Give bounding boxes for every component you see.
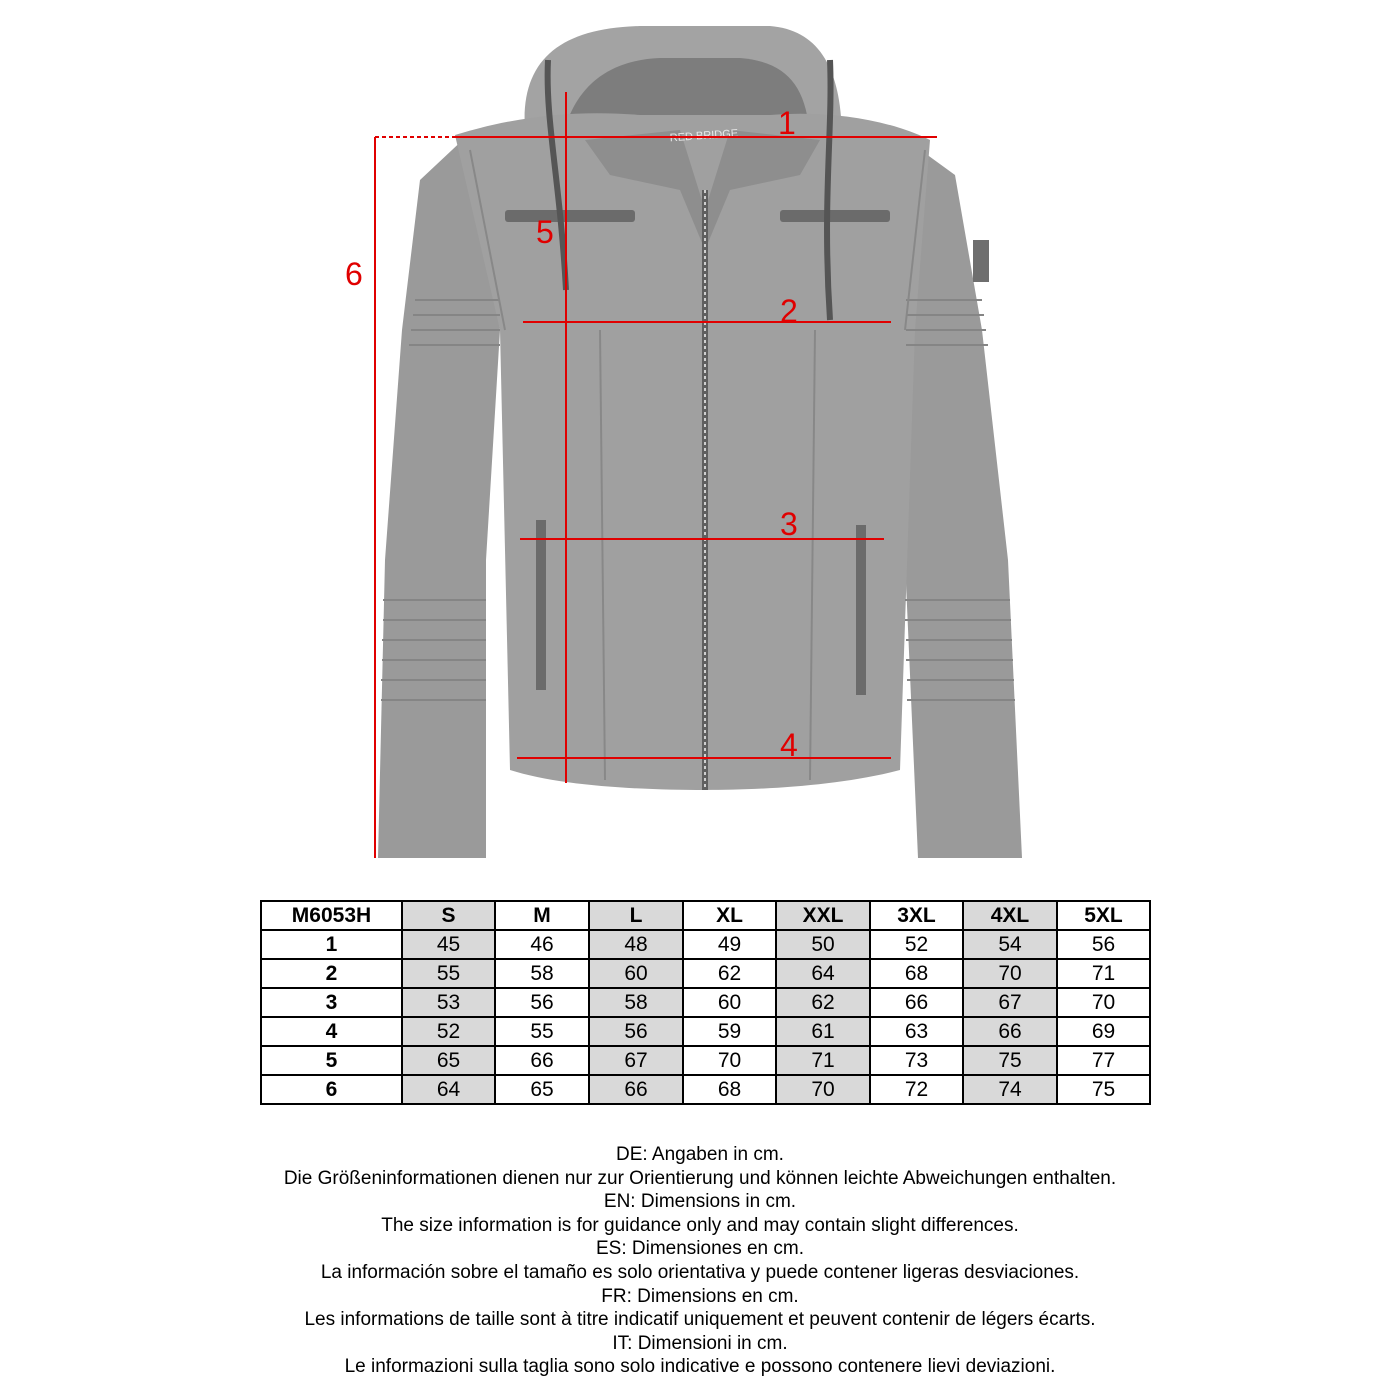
measure-label-1: 1 <box>778 105 796 141</box>
table-cell: 73 <box>870 1046 963 1075</box>
table-cell: 54 <box>963 930 1057 959</box>
table-cell: 74 <box>963 1075 1057 1104</box>
table-cell: 65 <box>495 1075 589 1104</box>
size-header: 4XL <box>963 901 1057 930</box>
table-cell: 53 <box>402 988 495 1017</box>
table-cell: 71 <box>776 1046 870 1075</box>
measure-label-5: 5 <box>536 214 554 250</box>
table-cell: 64 <box>402 1075 495 1104</box>
table-row <box>261 930 1150 959</box>
table-cell: 60 <box>683 988 776 1017</box>
table-cell: 75 <box>963 1046 1057 1075</box>
table-cell: 66 <box>870 988 963 1017</box>
table-row <box>261 1075 1150 1104</box>
size-header: S <box>402 901 495 930</box>
lang-code-en: EN: <box>603 1191 636 1213</box>
size-header-row <box>261 901 1150 930</box>
jacket-brand-text: RED BRIDGE <box>669 127 739 145</box>
note-fr-text: Les informations de taille sont à titre indicatif uniquement et peuvent contenir de légers écarts. <box>304 1309 1096 1331</box>
table-row <box>261 1046 1150 1075</box>
table-cell: 61 <box>776 1017 870 1046</box>
row-label: 6 <box>261 1075 402 1104</box>
table-cell: 49 <box>683 930 776 959</box>
size-header: L <box>589 901 683 930</box>
table-cell: 64 <box>776 959 870 988</box>
right-drawstring <box>827 60 831 320</box>
size-header: 5XL <box>1057 901 1150 930</box>
unit-text-en: Dimensions in cm. <box>635 1191 797 1213</box>
table-cell: 62 <box>776 988 870 1017</box>
table-cell: 58 <box>589 988 683 1017</box>
size-header: XL <box>683 901 776 930</box>
note-en-unit <box>0 1190 1400 1214</box>
side-pocket-zip-left <box>536 520 546 690</box>
row-label: 2 <box>261 959 402 988</box>
lang-code-de: DE: <box>616 1144 648 1165</box>
table-cell: 77 <box>1057 1046 1150 1075</box>
lang-code-fr: FR: <box>601 1285 632 1307</box>
model-number: M6053H <box>261 901 402 930</box>
table-cell: 50 <box>776 930 870 959</box>
measure-label-4: 4 <box>780 727 798 763</box>
table-cell: 56 <box>589 1017 683 1046</box>
row-label: 3 <box>261 988 402 1017</box>
lang-code-it: IT: <box>612 1332 633 1354</box>
table-cell: 69 <box>1057 1017 1150 1046</box>
table-cell: 55 <box>402 959 495 988</box>
table-cell: 65 <box>402 1046 495 1075</box>
table-cell: 56 <box>495 988 589 1017</box>
note-es-unit <box>0 1237 1400 1261</box>
row-label: 4 <box>261 1017 402 1046</box>
table-cell: 59 <box>683 1017 776 1046</box>
measure-label-3: 3 <box>780 506 798 542</box>
jacket-illustration <box>378 26 1022 858</box>
table-cell: 67 <box>589 1046 683 1075</box>
table-cell: 60 <box>589 959 683 988</box>
table-cell: 58 <box>495 959 589 988</box>
table-cell: 66 <box>589 1075 683 1104</box>
note-de-text: Die Größeninformationen dienen nur zur Orientierung und können leichte Abweichungen enthalten. <box>283 1167 1117 1189</box>
size-header: 3XL <box>870 901 963 930</box>
row-label: 1 <box>261 930 402 959</box>
table-cell: 62 <box>683 959 776 988</box>
measure-label-2: 2 <box>780 293 798 329</box>
table-cell: 45 <box>402 930 495 959</box>
lang-code-es: ES: <box>595 1238 627 1260</box>
table-row <box>261 1017 1150 1046</box>
table-cell: 75 <box>1057 1075 1150 1104</box>
side-pocket-zip-right <box>856 525 866 695</box>
unit-text-fr: Dimensions en cm. <box>631 1285 799 1307</box>
table-cell: 70 <box>683 1046 776 1075</box>
size-header: XXL <box>776 901 870 930</box>
size-header: M <box>495 901 589 930</box>
size-notes <box>0 1143 1400 1379</box>
note-de-unit <box>0 1143 1400 1167</box>
note-fr-unit <box>0 1285 1400 1309</box>
size-table <box>260 900 1151 1105</box>
table-cell: 67 <box>963 988 1057 1017</box>
table-cell: 52 <box>870 930 963 959</box>
table-cell: 66 <box>495 1046 589 1075</box>
table-cell: 46 <box>495 930 589 959</box>
table-cell: 63 <box>870 1017 963 1046</box>
table-row <box>261 959 1150 988</box>
unit-text-es: Dimensiones en cm. <box>626 1238 805 1260</box>
table-cell: 66 <box>963 1017 1057 1046</box>
table-cell: 52 <box>402 1017 495 1046</box>
chest-pocket-zip-right <box>780 210 890 222</box>
unit-text-it: Dimensioni in cm. <box>632 1332 788 1354</box>
table-cell: 70 <box>963 959 1057 988</box>
note-en-text: The size information is for guidance only and may contain slight differences. <box>381 1214 1019 1236</box>
note-it-unit <box>0 1332 1400 1356</box>
table-cell: 68 <box>683 1075 776 1104</box>
table-cell: 55 <box>495 1017 589 1046</box>
table-cell: 72 <box>870 1075 963 1104</box>
note-it-text: Le informazioni sulla taglia sono solo indicative e possono contenere lievi deviazioni. <box>344 1356 1056 1378</box>
note-es-text: La información sobre el tamaño es solo orientativa y puede contener ligeras desviaciones. <box>320 1261 1080 1283</box>
table-row <box>261 988 1150 1017</box>
unit-text-de: Angaben in cm. <box>647 1144 784 1165</box>
table-cell: 71 <box>1057 959 1150 988</box>
table-cell: 48 <box>589 930 683 959</box>
row-label: 5 <box>261 1046 402 1075</box>
chest-pocket-zip-left <box>505 210 635 222</box>
table-cell: 70 <box>776 1075 870 1104</box>
sleeve-badge <box>973 240 989 282</box>
table-cell: 56 <box>1057 930 1150 959</box>
table-cell: 70 <box>1057 988 1150 1017</box>
table-cell: 68 <box>870 959 963 988</box>
measure-label-6: 6 <box>345 256 363 292</box>
